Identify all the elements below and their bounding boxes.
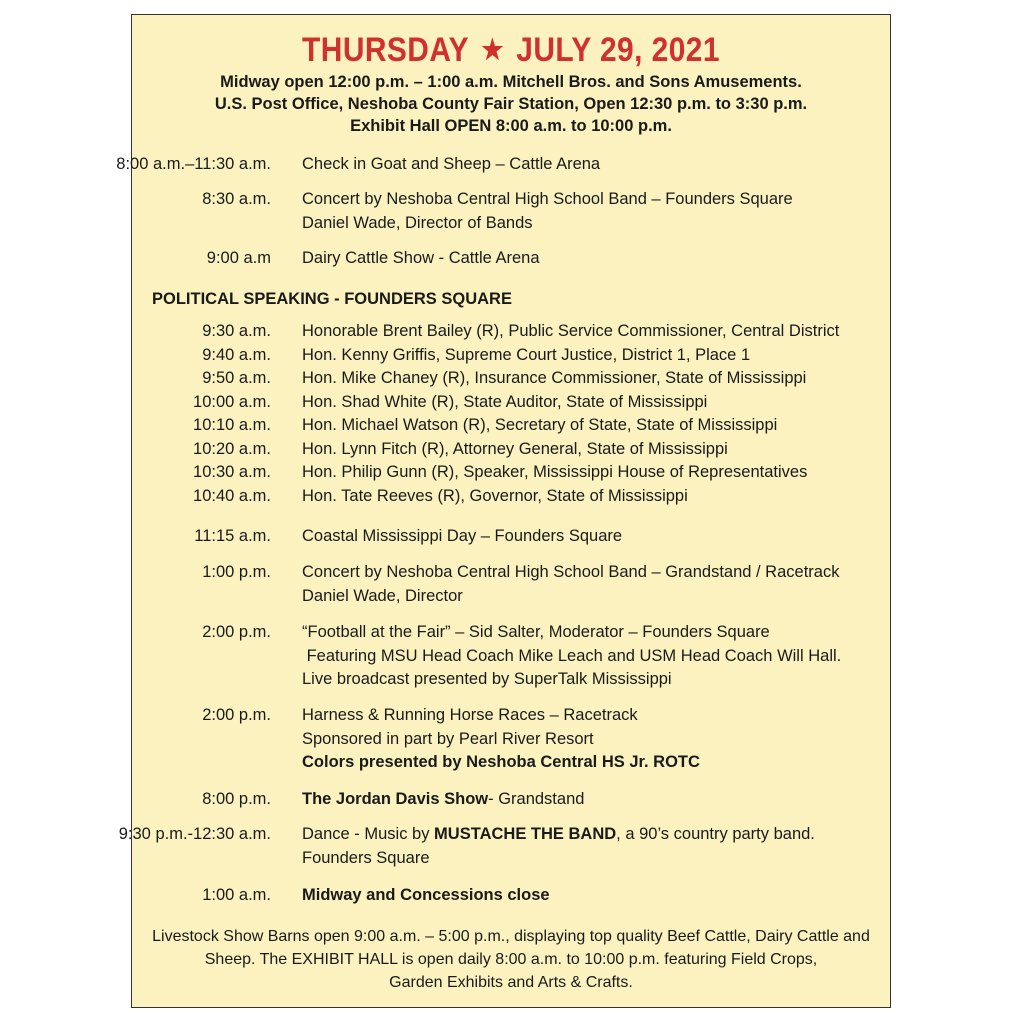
event-desc xyxy=(302,704,700,775)
event-line: Live broadcast presented by SuperTalk Mississippi xyxy=(302,670,672,688)
event-desc xyxy=(302,884,550,908)
footer-note xyxy=(132,925,890,994)
speaker-name: Hon. Philip Gunn (R), Speaker, Mississippi House of Representatives xyxy=(302,463,808,481)
speaker-time: 10:00 a.m. xyxy=(193,392,271,411)
speaker-name: Honorable Brent Bailey (R), Public Service Commissioner, Central District xyxy=(302,322,840,340)
event-line: Featuring MSU Head Coach Mike Leach and USM Head Coach Will Hall. xyxy=(302,646,842,665)
event-text: , a 90’s country party band. xyxy=(616,825,815,843)
event-highlight: The Jordan Davis Show xyxy=(302,790,489,808)
event-line: Harness & Running Horse Races – Racetrack xyxy=(302,706,638,724)
speaker-name: Hon. Mike Chaney (R), Insurance Commissioner, State of Mississippi xyxy=(302,369,807,387)
title-date: JULY 29, 2021 xyxy=(516,31,720,69)
star-icon: ★ xyxy=(481,34,504,65)
event-line: Concert by Neshoba Central High School Band – Founders Square xyxy=(302,190,793,208)
speaker-time: 9:40 a.m. xyxy=(202,345,271,364)
header-exhibit-hall: Exhibit Hall OPEN 8:00 a.m. to 10:00 p.m. xyxy=(350,117,672,135)
event-desc xyxy=(302,823,815,870)
schedule-page xyxy=(116,14,891,1008)
event-line: Check in Goat and Sheep – Cattle Arena xyxy=(302,155,601,173)
event-desc xyxy=(302,788,584,812)
event-line xyxy=(302,823,815,847)
event-time: 8:00 p.m. xyxy=(202,790,271,808)
title-day: THURSDAY xyxy=(302,31,470,69)
event-time: 9:00 a.m xyxy=(206,249,271,267)
event-time: 2:00 p.m. xyxy=(202,623,271,641)
event-desc xyxy=(302,188,793,235)
event-time: 2:00 p.m. xyxy=(202,706,271,724)
page-title xyxy=(177,31,844,70)
event-line: Coastal Mississippi Day – Founders Square xyxy=(302,527,623,545)
footer-line: Livestock Show Barns open 9:00 a.m. – 5:00 p.m., displaying top quality Beef Cattle, Dairy Cattle and xyxy=(152,928,870,945)
event-text: - Grandstand xyxy=(488,790,585,808)
speaker-time: 10:40 a.m. xyxy=(193,486,271,505)
speaker-name: Hon. Michael Watson (R), Secretary of State, State of Mississippi xyxy=(302,416,778,434)
speaker-time: 9:50 a.m. xyxy=(202,369,271,387)
event-desc xyxy=(302,561,839,608)
event-desc xyxy=(302,621,841,692)
event-time: 8:30 a.m. xyxy=(202,190,271,208)
event-time: 9:30 p.m.-12:30 a.m. xyxy=(118,825,271,843)
event-time: 1:00 p.m. xyxy=(202,563,271,581)
speaker-time: 10:20 a.m. xyxy=(193,439,271,458)
event-line: Concert by Neshoba Central High School Band – Grandstand / Racetrack xyxy=(302,563,840,581)
section-title: POLITICAL SPEAKING - FOUNDERS SQUARE xyxy=(152,290,512,308)
speaker-name: Hon. Kenny Griffis, Supreme Court Justice, District 1, Place 1 xyxy=(302,345,751,364)
event-desc xyxy=(302,525,622,549)
event-line: “Football at the Fair” – Sid Salter, Moderator – Founders Square xyxy=(302,623,770,641)
event-desc xyxy=(302,153,600,177)
event-line: Founders Square xyxy=(302,848,430,867)
event-time: 8:00 a.m.–11:30 a.m. xyxy=(116,155,271,173)
speaker-name: Hon. Lynn Fitch (R), Attorney General, State of Mississippi xyxy=(302,439,728,458)
event-line: Midway and Concessions close xyxy=(302,886,550,904)
event-line: Dairy Cattle Show - Cattle Arena xyxy=(302,249,540,267)
header-post-office: U.S. Post Office, Neshoba County Fair Station, Open 12:30 p.m. to 3:30 p.m. xyxy=(214,95,808,113)
event-line: Sponsored in part by Pearl River Resort xyxy=(302,729,594,748)
speaker-name: Hon. Shad White (R), State Auditor, State of Mississippi xyxy=(302,392,708,411)
event-time: 11:15 a.m. xyxy=(194,527,271,545)
event-highlight: MUSTACHE THE BAND xyxy=(434,825,617,843)
speaker-time: 9:30 a.m. xyxy=(202,322,271,340)
event-time: 1:00 a.m. xyxy=(202,886,271,904)
footer-line: Garden Exhibits and Arts & Crafts. xyxy=(389,974,633,991)
event-text: Dance - Music by xyxy=(302,825,435,843)
speaker-time: 10:30 a.m. xyxy=(193,463,271,481)
event-line: Daniel Wade, Director xyxy=(302,586,463,605)
event-desc xyxy=(302,247,540,271)
event-line: Daniel Wade, Director of Bands xyxy=(302,213,533,232)
header-midway: Midway open 12:00 p.m. – 1:00 a.m. Mitchell Bros. and Sons Amusements. xyxy=(220,73,802,91)
event-line xyxy=(302,788,584,812)
footer-line: Sheep. The EXHIBIT HALL is open daily 8:00 a.m. to 10:00 p.m. featuring Field Crops, xyxy=(204,951,818,968)
speaker-time: 10:10 a.m. xyxy=(193,416,271,434)
event-line: Colors presented by Neshoba Central HS Jr. ROTC xyxy=(302,753,700,771)
speaker-name: Hon. Tate Reeves (R), Governor, State of Mississippi xyxy=(302,486,688,505)
